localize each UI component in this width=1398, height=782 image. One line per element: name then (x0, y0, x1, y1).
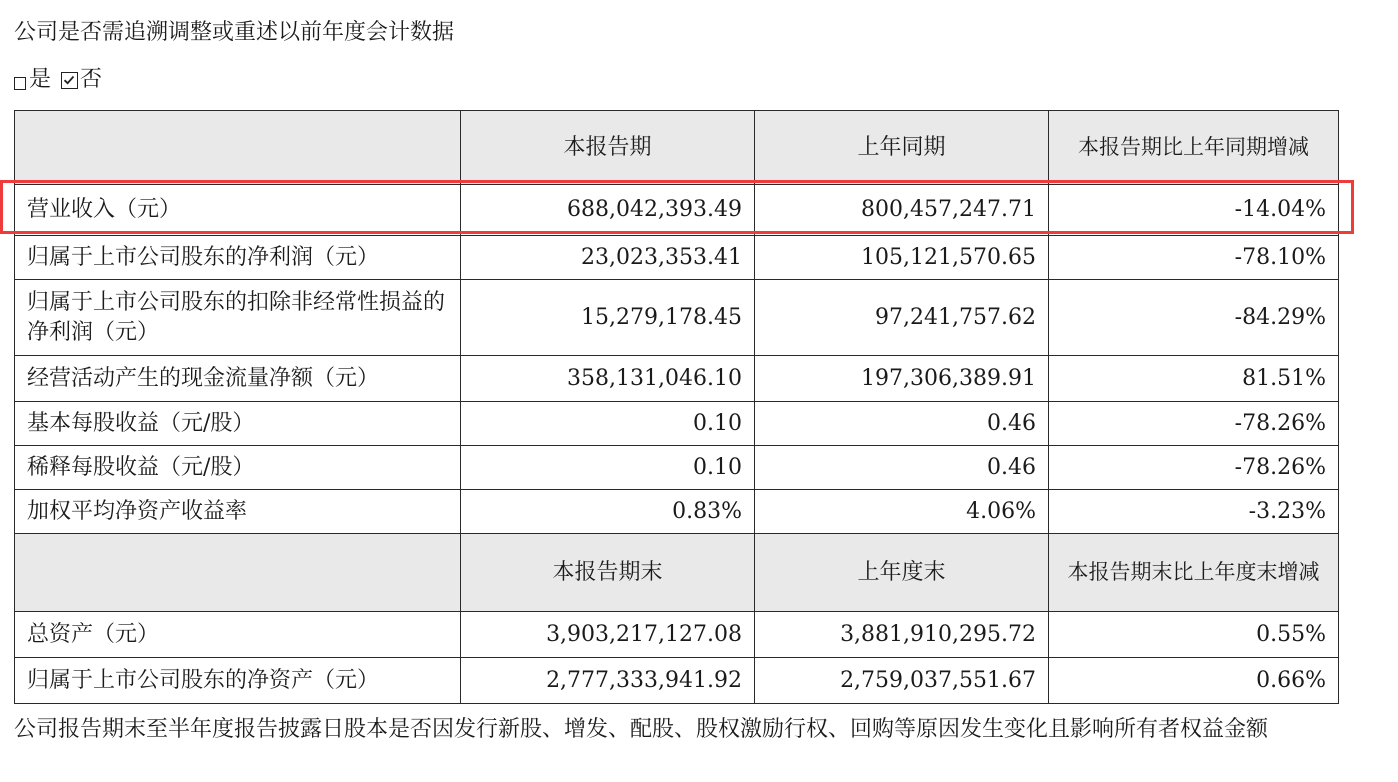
table-row (15, 280, 1339, 356)
row-label: 基本每股收益（元/股） (15, 402, 461, 446)
row-current: 0.10 (461, 446, 755, 490)
row-label: 经营活动产生的现金流量净额（元） (15, 356, 461, 402)
table-row (15, 446, 1339, 490)
header-prior-year-end: 上年度末 (755, 534, 1049, 612)
table-row (15, 490, 1339, 534)
row-label: 归属于上市公司股东的扣除非经常性损益的净利润（元） (15, 280, 461, 356)
row-current: 3,903,217,127.08 (461, 612, 755, 658)
header-blank-cell (15, 534, 461, 612)
table-row (15, 402, 1339, 446)
financial-data-table (14, 110, 1339, 704)
row-label: 稀释每股收益（元/股） (15, 446, 461, 490)
row-change: -78.26% (1049, 446, 1339, 490)
row-prior: 800,457,247.71 (755, 185, 1049, 236)
row-change: -78.26% (1049, 402, 1339, 446)
row-label: 总资产（元） (15, 612, 461, 658)
row-label: 加权平均净资产收益率 (15, 490, 461, 534)
header-prior-period: 上年同期 (755, 111, 1049, 185)
header-blank-cell (15, 111, 461, 185)
row-change: 81.51% (1049, 356, 1339, 402)
row-prior: 105,121,570.65 (755, 236, 1049, 280)
row-change: 0.66% (1049, 658, 1339, 704)
row-prior: 0.46 (755, 402, 1049, 446)
table2-header-row (15, 534, 1339, 612)
yes-no-options (14, 64, 102, 96)
row-change: -84.29% (1049, 280, 1339, 356)
table1-header-row (15, 111, 1339, 185)
header-current-period-end: 本报告期末 (461, 534, 755, 612)
row-change: -3.23% (1049, 490, 1339, 534)
row-current: 358,131,046.10 (461, 356, 755, 402)
table-row (15, 612, 1339, 658)
row-current: 0.83% (461, 490, 755, 534)
row-current: 23,023,353.41 (461, 236, 755, 280)
header-change: 本报告期比上年同期增减 (1049, 111, 1339, 185)
row-prior: 97,241,757.62 (755, 280, 1049, 356)
header-change-end: 本报告期末比上年度末增减 (1049, 534, 1339, 612)
table-row (15, 236, 1339, 280)
row-current: 688,042,393.49 (461, 185, 755, 236)
row-current: 2,777,333,941.92 (461, 658, 755, 704)
table-row (15, 356, 1339, 402)
row-prior: 4.06% (755, 490, 1049, 534)
footer-note: 公司报告期末至半年度报告披露日股本是否因发行新股、增发、配股、股权激励行权、回购等原因发生变化且影响所有者权益金额 (14, 717, 1269, 742)
row-change: -14.04% (1049, 185, 1339, 236)
checked-box-icon[interactable] (61, 72, 78, 89)
row-prior: 3,881,910,295.72 (755, 612, 1049, 658)
table-row (15, 185, 1339, 236)
header-current-period: 本报告期 (461, 111, 755, 185)
row-label: 营业收入（元） (15, 185, 461, 236)
row-prior: 2,759,037,551.67 (755, 658, 1049, 704)
yes-label: 是 (29, 67, 52, 92)
row-label: 归属于上市公司股东的净资产（元） (15, 658, 461, 704)
row-label: 归属于上市公司股东的净利润（元） (15, 236, 461, 280)
question-text: 公司是否需追溯调整或重述以前年度会计数据 (14, 20, 455, 45)
unchecked-box-icon[interactable] (14, 77, 26, 90)
row-prior: 0.46 (755, 446, 1049, 490)
row-change: 0.55% (1049, 612, 1339, 658)
row-prior: 197,306,389.91 (755, 356, 1049, 402)
row-change: -78.10% (1049, 236, 1339, 280)
table-row (15, 658, 1339, 704)
no-label: 否 (80, 67, 103, 92)
row-current: 0.10 (461, 402, 755, 446)
row-current: 15,279,178.45 (461, 280, 755, 356)
